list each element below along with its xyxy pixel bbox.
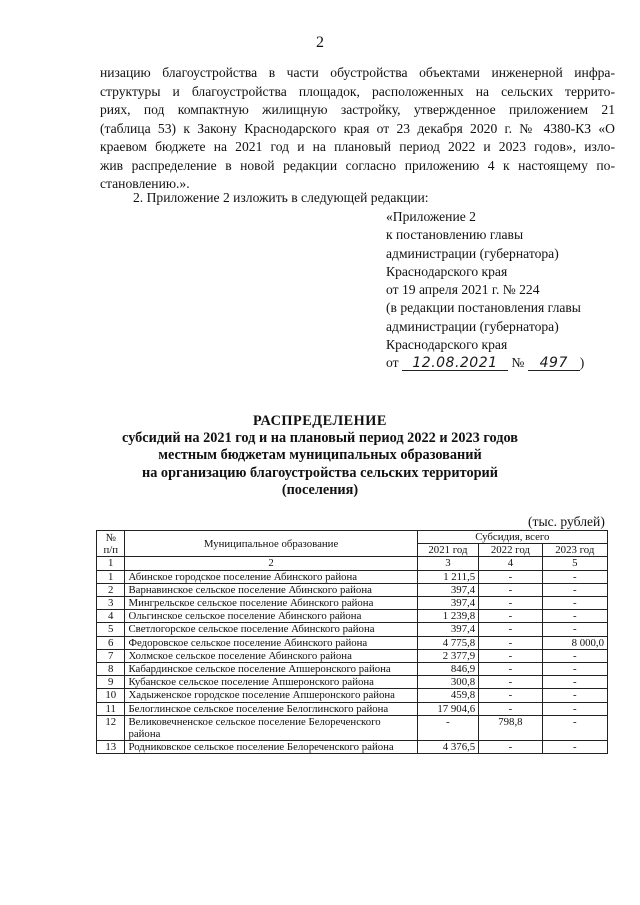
row-name: Родниковское сельское поселение Белореченского района [125,741,417,754]
row-name: Кубанское сельское поселение Апшеронского района [125,676,417,689]
index-cell: 1 [97,557,125,570]
title-line: (поселения) [281,481,359,498]
row-name: Абинское городское поселение Абинского района [125,570,417,583]
row-2023: - [542,702,607,715]
appendix-line: (в редакции постановления главы [386,300,581,316]
row-2023: - [542,583,607,596]
units-label: (тыс. рублей) [528,514,605,529]
row-num: 8 [97,663,125,676]
row-2022: - [479,741,542,754]
row-name: Варнавинское сельское поселение Абинского района [125,583,417,596]
header-2022: 2022 год [479,544,542,557]
table-row [97,663,608,676]
handwritten-number: 497 [528,356,580,371]
row-2022: - [479,623,542,636]
appendix-heading [386,208,621,373]
row-name: Кабардинское сельское поселение Апшеронского района [125,663,417,676]
row-2022: - [479,610,542,623]
title-line: субсидий на 2021 год и на плановый период 2022 и 2023 годов [122,430,518,447]
row-num: 10 [97,689,125,702]
row-2021: 397,4 [417,583,479,596]
row-2023: - [542,689,607,702]
row-num: 13 [97,741,125,754]
row-2021: 459,8 [417,689,479,702]
item-2-text: 2. Приложение 2 изложить в следующей редакции: [133,190,429,205]
table-row [97,702,608,715]
appendix-line: администрации (губернатора) [386,245,559,261]
row-num: 3 [97,597,125,610]
row-name: Холмское сельское поселение Абинского района [125,649,417,662]
index-cell: 3 [417,557,479,570]
paragraph-continuation [100,64,615,194]
paragraph-line: краевом бюджете на 2021 год и на плановый период 2022 и 2023 годов», изло- [100,139,615,154]
row-2021: 4 376,5 [417,741,479,754]
appendix-line: администрации (губернатора) [386,318,559,334]
title-line: на организацию благоустройства сельских территорий [141,464,499,481]
table-row [97,623,608,636]
row-2023: - [542,715,607,740]
row-2023: - [542,741,607,754]
row-2021: 17 904,6 [417,702,479,715]
number-label: № [511,355,525,371]
row-2022: - [479,597,542,610]
document-title [0,413,640,499]
page-number: 2 [316,34,324,51]
header-2023: 2023 год [542,544,607,557]
row-2023: - [542,676,607,689]
paragraph-line: жив распределение в новой редакции согласно приложению 4 к настоящему по- [100,157,615,173]
appendix-line: Краснодарского края [386,337,508,353]
table-row [97,676,608,689]
table-row [97,715,608,740]
paragraph-line: риях, под компактную жилищную застройку, утвержденное приложением 21 [100,102,615,117]
paragraph-line: структуры и благоустройства площадок, расположенных на сельских террито- [100,83,615,99]
appendix-date-line [386,354,621,372]
row-num: 1 [97,570,125,583]
row-name: Хадыженское городское поселение Апшеронского района [125,689,417,702]
row-num: 5 [97,623,125,636]
row-num: 7 [97,649,125,662]
row-2023: - [542,663,607,676]
row-2022: - [479,570,542,583]
row-2021: 397,4 [417,623,479,636]
row-2021: 1 211,5 [417,570,479,583]
row-num: 2 [97,583,125,596]
appendix-line: «Приложение 2 [386,209,476,224]
row-2022: - [479,649,542,662]
row-2021: 300,8 [417,676,479,689]
row-2021: 1 239,8 [417,610,479,623]
row-2021: 2 377,9 [417,649,479,662]
row-2022: 798,8 [479,715,542,740]
handwritten-date: 12.08.2021 [402,356,508,371]
paragraph-line: низацию благоустройства в части обустройства объектами инженерной инфра- [100,65,615,80]
title-main: РАСПРЕДЕЛЕНИЕ [253,413,387,429]
row-name: Федоровское сельское поселение Абинского района [125,636,417,649]
appendix-line: Краснодарского края [386,263,508,279]
index-cell: 5 [542,557,607,570]
title-line: местным бюджетам муниципальных образований [158,447,482,464]
subsidy-table [96,530,608,754]
table-row [97,570,608,583]
header-name: Муниципальное образование [125,531,417,557]
appendix-line: к постановлению главы [386,227,524,243]
row-2022: - [479,676,542,689]
row-name: Мингрельское сельское поселение Абинского района [125,597,417,610]
header-subsidy: Субсидия, всего [417,531,607,544]
table-row [97,597,608,610]
table-row [97,583,608,596]
row-2021: - [417,715,479,740]
row-name: Белоглинское сельское поселение Белоглинского района [125,702,417,715]
row-2022: - [479,702,542,715]
row-2023: - [542,570,607,583]
close-paren: ) [579,355,585,371]
row-2023: - [542,623,607,636]
row-2022: - [479,583,542,596]
table-row [97,610,608,623]
row-2023: - [542,649,607,662]
row-2023: - [542,597,607,610]
row-2022: - [479,663,542,676]
table-header-row [97,531,608,544]
row-2022: - [479,636,542,649]
table-row [97,741,608,754]
paragraph-line: (таблица 53) к Закону Краснодарского края от 23 декабря 2020 г. № 4380-КЗ «О [100,120,615,136]
row-2021: 397,4 [417,597,479,610]
row-name: Светлогорское сельское поселение Абинского района [125,623,417,636]
table-index-row [97,557,608,570]
table-row [97,649,608,662]
from-label: от [386,355,399,371]
row-2023: 8 000,0 [542,636,607,649]
row-num: 11 [97,702,125,715]
row-name: Ольгинское сельское поселение Абинского района [125,610,417,623]
paragraph-line: становлению.». [100,176,190,191]
row-2021: 846,9 [417,663,479,676]
row-num: 9 [97,676,125,689]
row-2021: 4 775,8 [417,636,479,649]
row-2023: - [542,610,607,623]
index-cell: 2 [125,557,417,570]
row-num: 12 [97,715,125,740]
table-row [97,689,608,702]
appendix-line: от 19 апреля 2021 г. № 224 [386,282,540,298]
row-num: 6 [97,636,125,649]
row-name: Великовечненское сельское поселение Белореченского района [125,715,417,740]
header-2021: 2021 год [417,544,479,557]
header-num: № п/п [97,531,125,557]
row-2022: - [479,689,542,702]
row-num: 4 [97,610,125,623]
index-cell: 4 [479,557,542,570]
table-row [97,636,608,649]
